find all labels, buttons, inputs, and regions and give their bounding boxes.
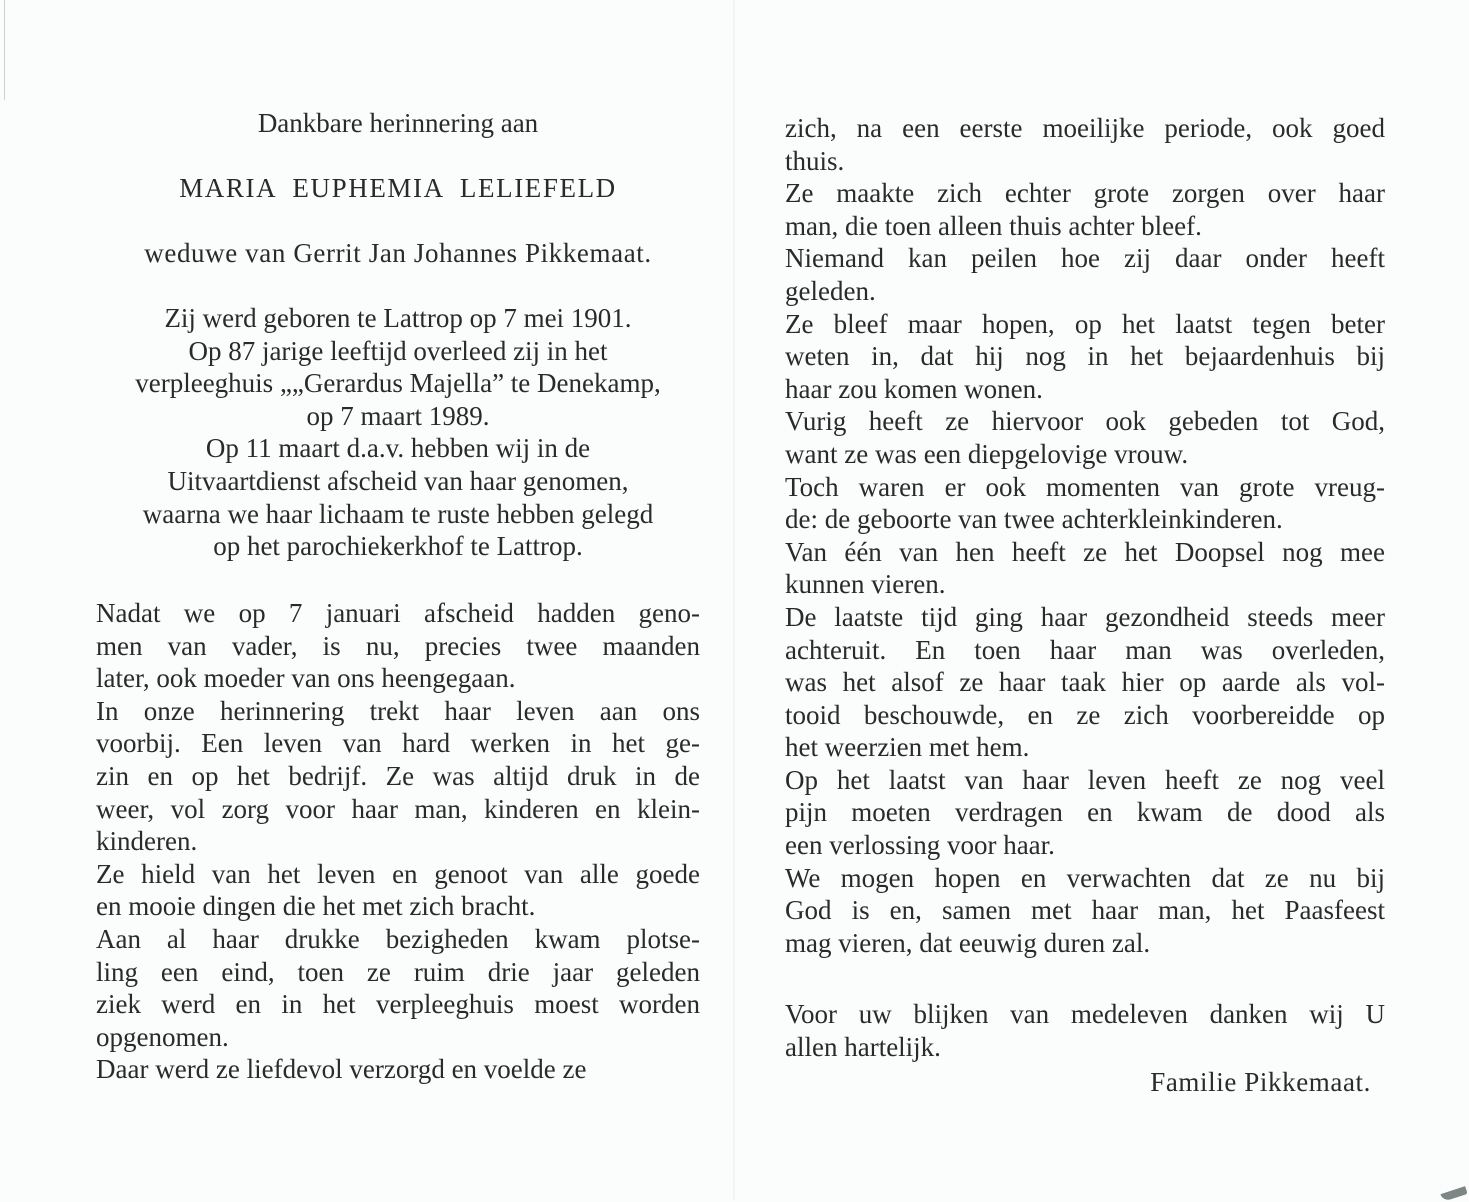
text-line: Ze hield van het leven en genoot van alle goede	[96, 858, 700, 889]
text-line: haar zou komen wonen.	[785, 373, 1043, 404]
text-line: weten in, dat hij nog in het bejaardenhuis bij	[785, 341, 1385, 372]
bio-line: waarna we haar lichaam te ruste hebben gelegd	[142, 498, 654, 529]
bio-line: op 7 maart 1989.	[306, 400, 490, 431]
text-line: achteruit. En toen haar man was overleden,	[785, 634, 1385, 665]
text-line: zich, na een eerste moeilijke periode, ook goed	[785, 113, 1385, 143]
bio-line: Op 11 maart d.a.v. hebben wij in de	[205, 433, 591, 464]
text-line: geleden.	[785, 275, 876, 306]
text-line: de: de geboorte van twee achterkleinkinderen.	[785, 504, 1283, 535]
thanks-paragraph	[785, 998, 1385, 1063]
text-line: en mooie dingen die het met zich bracht.	[96, 891, 536, 922]
text-line: Aan al haar drukke bezigheden kwam plotse-	[96, 923, 700, 954]
text-line: Niemand kan peilen hoe zij daar onder heeft	[785, 243, 1385, 274]
left-body-text	[96, 597, 700, 1086]
text-line: kinderen.	[96, 826, 198, 857]
text-line: Nadat we op 7 januari afscheid hadden geno-	[96, 598, 700, 628]
text-line: zin en op het bedrijf. Ze was altijd druk in de	[96, 760, 700, 791]
family-signature: Familie Pikkemaat.	[1150, 1067, 1371, 1097]
text-line: kunnen vieren.	[785, 569, 946, 600]
text-line: We mogen hopen en verwachten dat ze nu bij	[785, 862, 1385, 893]
thanks-line: Voor uw blijken van medeleven danken wij U	[785, 999, 1385, 1029]
bio-line: Zij werd geboren te Lattrop op 7 mei 1901.	[164, 303, 632, 333]
text-line: Ze maakte zich echter grote zorgen over haar	[785, 178, 1385, 209]
bio-line: op het parochiekerkhof te Lattrop.	[213, 531, 583, 562]
text-line: mag vieren, dat eeuwig duren zal.	[785, 927, 1151, 958]
text-line: want ze was een diepgelovige vrouw.	[785, 438, 1189, 469]
text-line: In onze herinnering trekt haar leven aan ons	[96, 695, 700, 726]
text-line: man, die toen alleen thuis achter bleef.	[785, 210, 1202, 241]
text-line: later, ook moeder van ons heengegaan.	[96, 663, 516, 694]
text-line: een verlossing voor haar.	[785, 830, 1055, 861]
text-line: voorbij. Een leven van hard werken in het ge-	[96, 728, 700, 759]
thanks-line: allen hartelijk.	[785, 1031, 941, 1062]
widow-of-line: weduwe van Gerrit Jan Johannes Pikkemaat.	[144, 238, 652, 268]
intro-heading: Dankbare herinnering aan	[257, 108, 539, 138]
bio-line: verpleeghuis „„Gerardus Majella” te Denekamp,	[135, 368, 661, 399]
text-line: was het alsof ze haar taak hier op aarde als vol-	[785, 667, 1385, 698]
scan-edge-line	[4, 0, 5, 100]
text-line: ziek werd en in het verpleeghuis moest worden	[96, 989, 700, 1020]
biography-block	[96, 302, 700, 563]
text-line: ling een eind, toen ze ruim drie jaar geleden	[96, 956, 700, 987]
right-body-text	[785, 112, 1385, 959]
text-line: het weerzien met hem.	[785, 732, 1030, 763]
text-line: Daar werd ze liefdevol verzorgd en voelde ze	[96, 1054, 587, 1085]
text-line: thuis.	[785, 145, 845, 176]
text-line: God is en, samen met haar man, het Paasfeest	[785, 895, 1385, 926]
text-line: tooid beschouwde, en ze zich voorbereidde op	[785, 699, 1385, 730]
bio-line: Uitvaartdienst afscheid van haar genomen,	[167, 465, 629, 496]
bio-line: Op 87 jarige leeftijd overleed zij in het	[188, 335, 608, 366]
text-line: Vurig heeft ze hiervoor ook gebeden tot God,	[785, 406, 1385, 437]
text-line: Ze bleef maar hopen, op het laatst tegen beter	[785, 308, 1385, 339]
text-line: Van één van hen heeft ze het Doopsel nog mee	[785, 536, 1385, 567]
text-line: weer, vol zorg voor haar man, kinderen en klein-	[96, 793, 700, 824]
text-line: Op het laatst van haar leven heeft ze nog veel	[785, 764, 1385, 795]
text-line: Toch waren er ook momenten van grote vreug-	[785, 471, 1385, 502]
text-line: De laatste tijd ging haar gezondheid steeds meer	[785, 601, 1385, 632]
text-line: opgenomen.	[96, 1021, 229, 1052]
deceased-name: MARIA EUPHEMIA LELIEFELD	[179, 173, 617, 203]
card-fold	[733, 0, 735, 1200]
text-line: pijn moeten verdragen en kwam de dood als	[785, 797, 1385, 828]
text-line: men van vader, is nu, precies twee maanden	[96, 630, 700, 661]
